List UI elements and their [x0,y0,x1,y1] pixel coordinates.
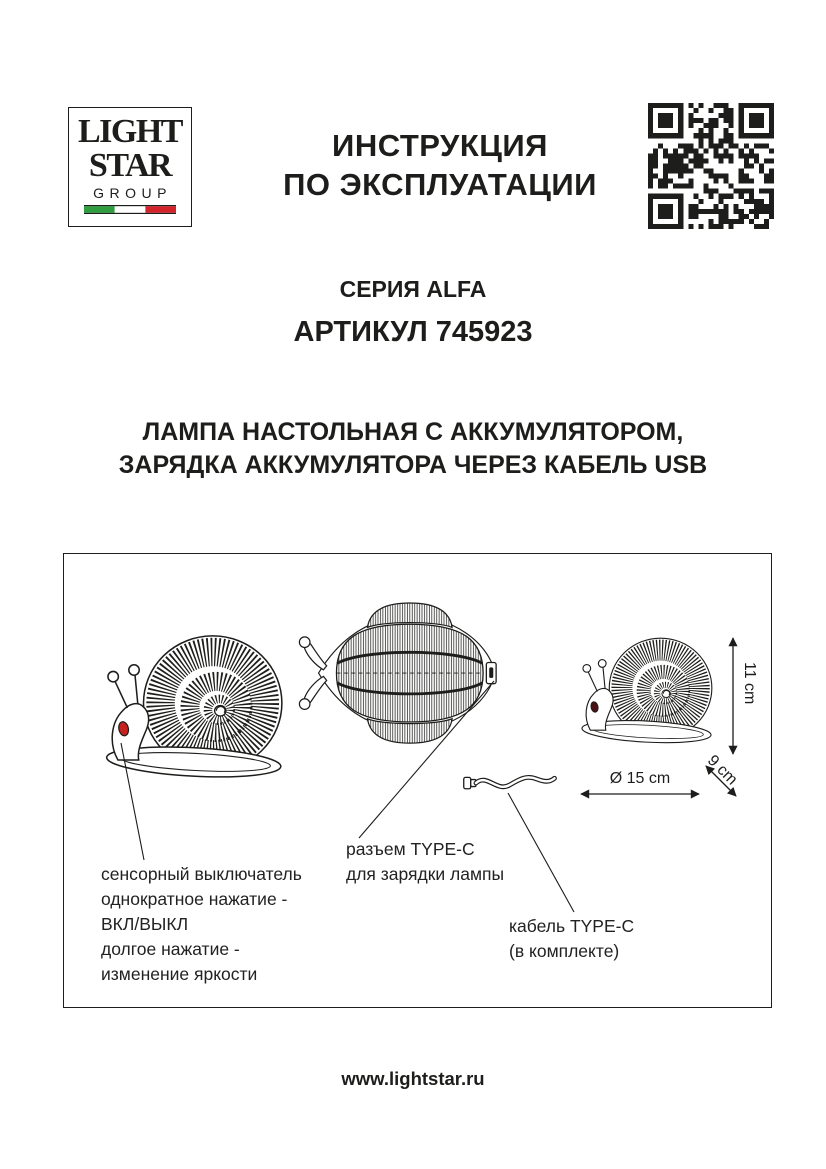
series-label: СЕРИЯ ALFA [339,276,487,302]
product-description-line1: ЛАМПА НАСТОЛЬНАЯ С АККУМУЛЯТОРОМ, [142,418,684,446]
page-title-line1: ИНСТРУКЦИЯ [332,128,548,163]
product-description [0,416,826,482]
dimension-diameter-label: Ø 15 cm [609,770,671,787]
touch-switch-note [101,862,302,987]
qr-code [648,103,774,229]
website-url: www.lightstar.ru [341,1068,485,1089]
touch-switch-note-line: долгое нажатие - [101,939,240,959]
product-description-line2: ЗАРЯДКА АККУМУЛЯТОРА ЧЕРЕЗ КАБЕЛЬ USB [118,451,708,479]
type-c-connector-note-line: для зарядки лампы [346,864,505,884]
type-c-connector-note [346,837,504,887]
logo-text-group: GROUP [93,185,172,201]
touch-switch-note-line: сенсорный выключатель [101,864,302,884]
type-c-connector-note-line: разъем TYPE-C [346,839,475,859]
touch-switch-note-line: однократное нажатие - [101,889,288,909]
article-label: АРТИКУЛ 745923 [293,316,533,348]
type-c-cable-note [509,914,634,964]
dimension-depth-label: 9 cm [703,752,741,789]
italian-flag-icon [84,205,176,214]
type-c-cable-note-line: кабель TYPE-C [509,916,635,936]
lightstar-logo [68,107,192,227]
page-title-line2: ПО ЭКСПЛУАТАЦИИ [283,167,597,202]
page-title [200,126,680,204]
touch-switch-note-line: ВКЛ/ВЫКЛ [101,914,189,934]
logo-text-light: LIGHT [78,113,182,150]
type-c-cable-note-line: (в комплекте) [509,941,620,961]
touch-switch-note-line: изменение яркости [101,964,258,984]
diagram-panel [63,553,772,1008]
logo-text-star: STAR [88,147,172,184]
dimension-height-label: 11 cm [741,662,758,705]
